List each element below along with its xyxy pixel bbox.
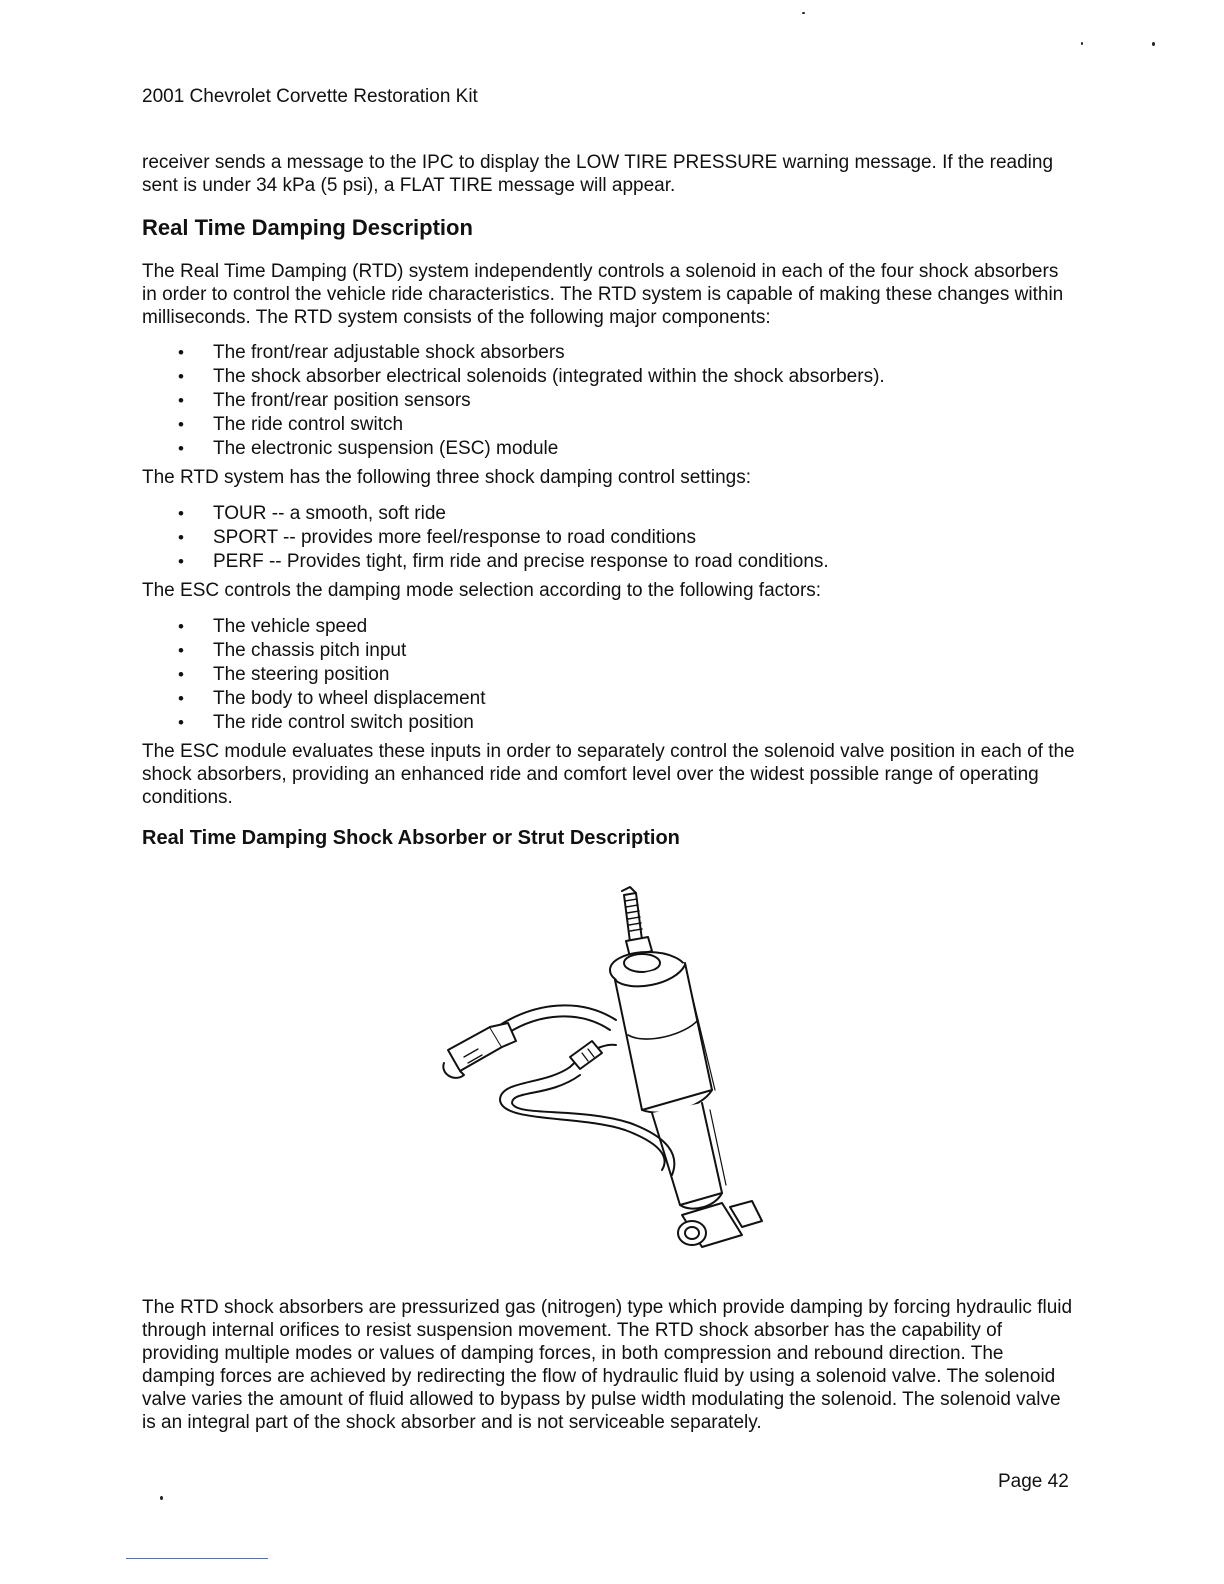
esc-paragraph: The ESC module evaluates these inputs in order to separately control the solenoid valve position in each of the shock absorbers, providing an enhanced ride and comfort level over the widest possible range of operating conditions. [142, 741, 1075, 808]
list-item: • The front/rear position sensors [178, 389, 885, 413]
page-number: Page 42 [998, 1471, 1069, 1492]
list-item: • PERF -- Provides tight, firm ride and precise response to road conditions. [178, 550, 829, 574]
list-item: • SPORT -- provides more feel/response to road conditions [178, 526, 829, 550]
shock-heading: Real Time Damping Shock Absorber or Strut Description [142, 827, 680, 849]
list-item: • The chassis pitch input [178, 639, 486, 663]
list-item: • The steering position [178, 663, 486, 687]
list-item: • TOUR -- a smooth, soft ride [178, 502, 829, 526]
factors-list [178, 615, 486, 735]
scan-speck [160, 1496, 163, 1500]
factors-intro: The ESC controls the damping mode selection according to the following factors: [142, 580, 822, 601]
running-header: 2001 Chevrolet Corvette Restoration Kit [142, 86, 478, 107]
scan-speck [1081, 42, 1083, 45]
list-item: • The shock absorber electrical solenoids (integrated within the shock absorbers). [178, 365, 885, 389]
settings-intro: The RTD system has the following three shock damping control settings: [142, 467, 751, 488]
list-item: • The electronic suspension (ESC) module [178, 437, 885, 461]
scan-speck [1152, 42, 1155, 46]
footer-divider [126, 1558, 268, 1559]
list-item: • The front/rear adjustable shock absorbers [178, 341, 885, 365]
shock-absorber-illustration [430, 885, 770, 1265]
list-item: • The vehicle speed [178, 615, 486, 639]
list-item: • The body to wheel displacement [178, 687, 486, 711]
rtd-paragraph: The Real Time Damping (RTD) system independently controls a solenoid in each of the four shock absorbers in order to control the vehicle ride characteristics. The RTD system is capable of making these changes within milliseconds. The RTD system consists of the following major components: [142, 261, 1064, 328]
list-item: • The ride control switch [178, 413, 885, 437]
components-list [178, 341, 885, 461]
list-item: • The ride control switch position [178, 711, 486, 735]
settings-list [178, 502, 829, 574]
intro-paragraph: receiver sends a message to the IPC to display the LOW TIRE PRESSURE warning message. If the reading sent is under 34 kPa (5 psi), a FLAT TIRE message will appear. [142, 152, 1054, 196]
rtd-heading: Real Time Damping Description [142, 215, 473, 240]
shock-paragraph: The RTD shock absorbers are pressurized gas (nitrogen) type which provide damping by forcing hydraulic fluid through internal orifices to resist suspension movement. The RTD shock absorber has the capability of providing multiple modes or values of damping forces, in both compression and rebound direction. The damping forces are achieved by redirecting the flow of hydraulic fluid by using a solenoid valve. The solenoid valve varies the amount of fluid allowed to bypass by pulse width modulating the solenoid. The solenoid valve is an integral part of the shock absorber and is not serviceable separately. [142, 1297, 1073, 1433]
scan-speck [802, 12, 805, 14]
